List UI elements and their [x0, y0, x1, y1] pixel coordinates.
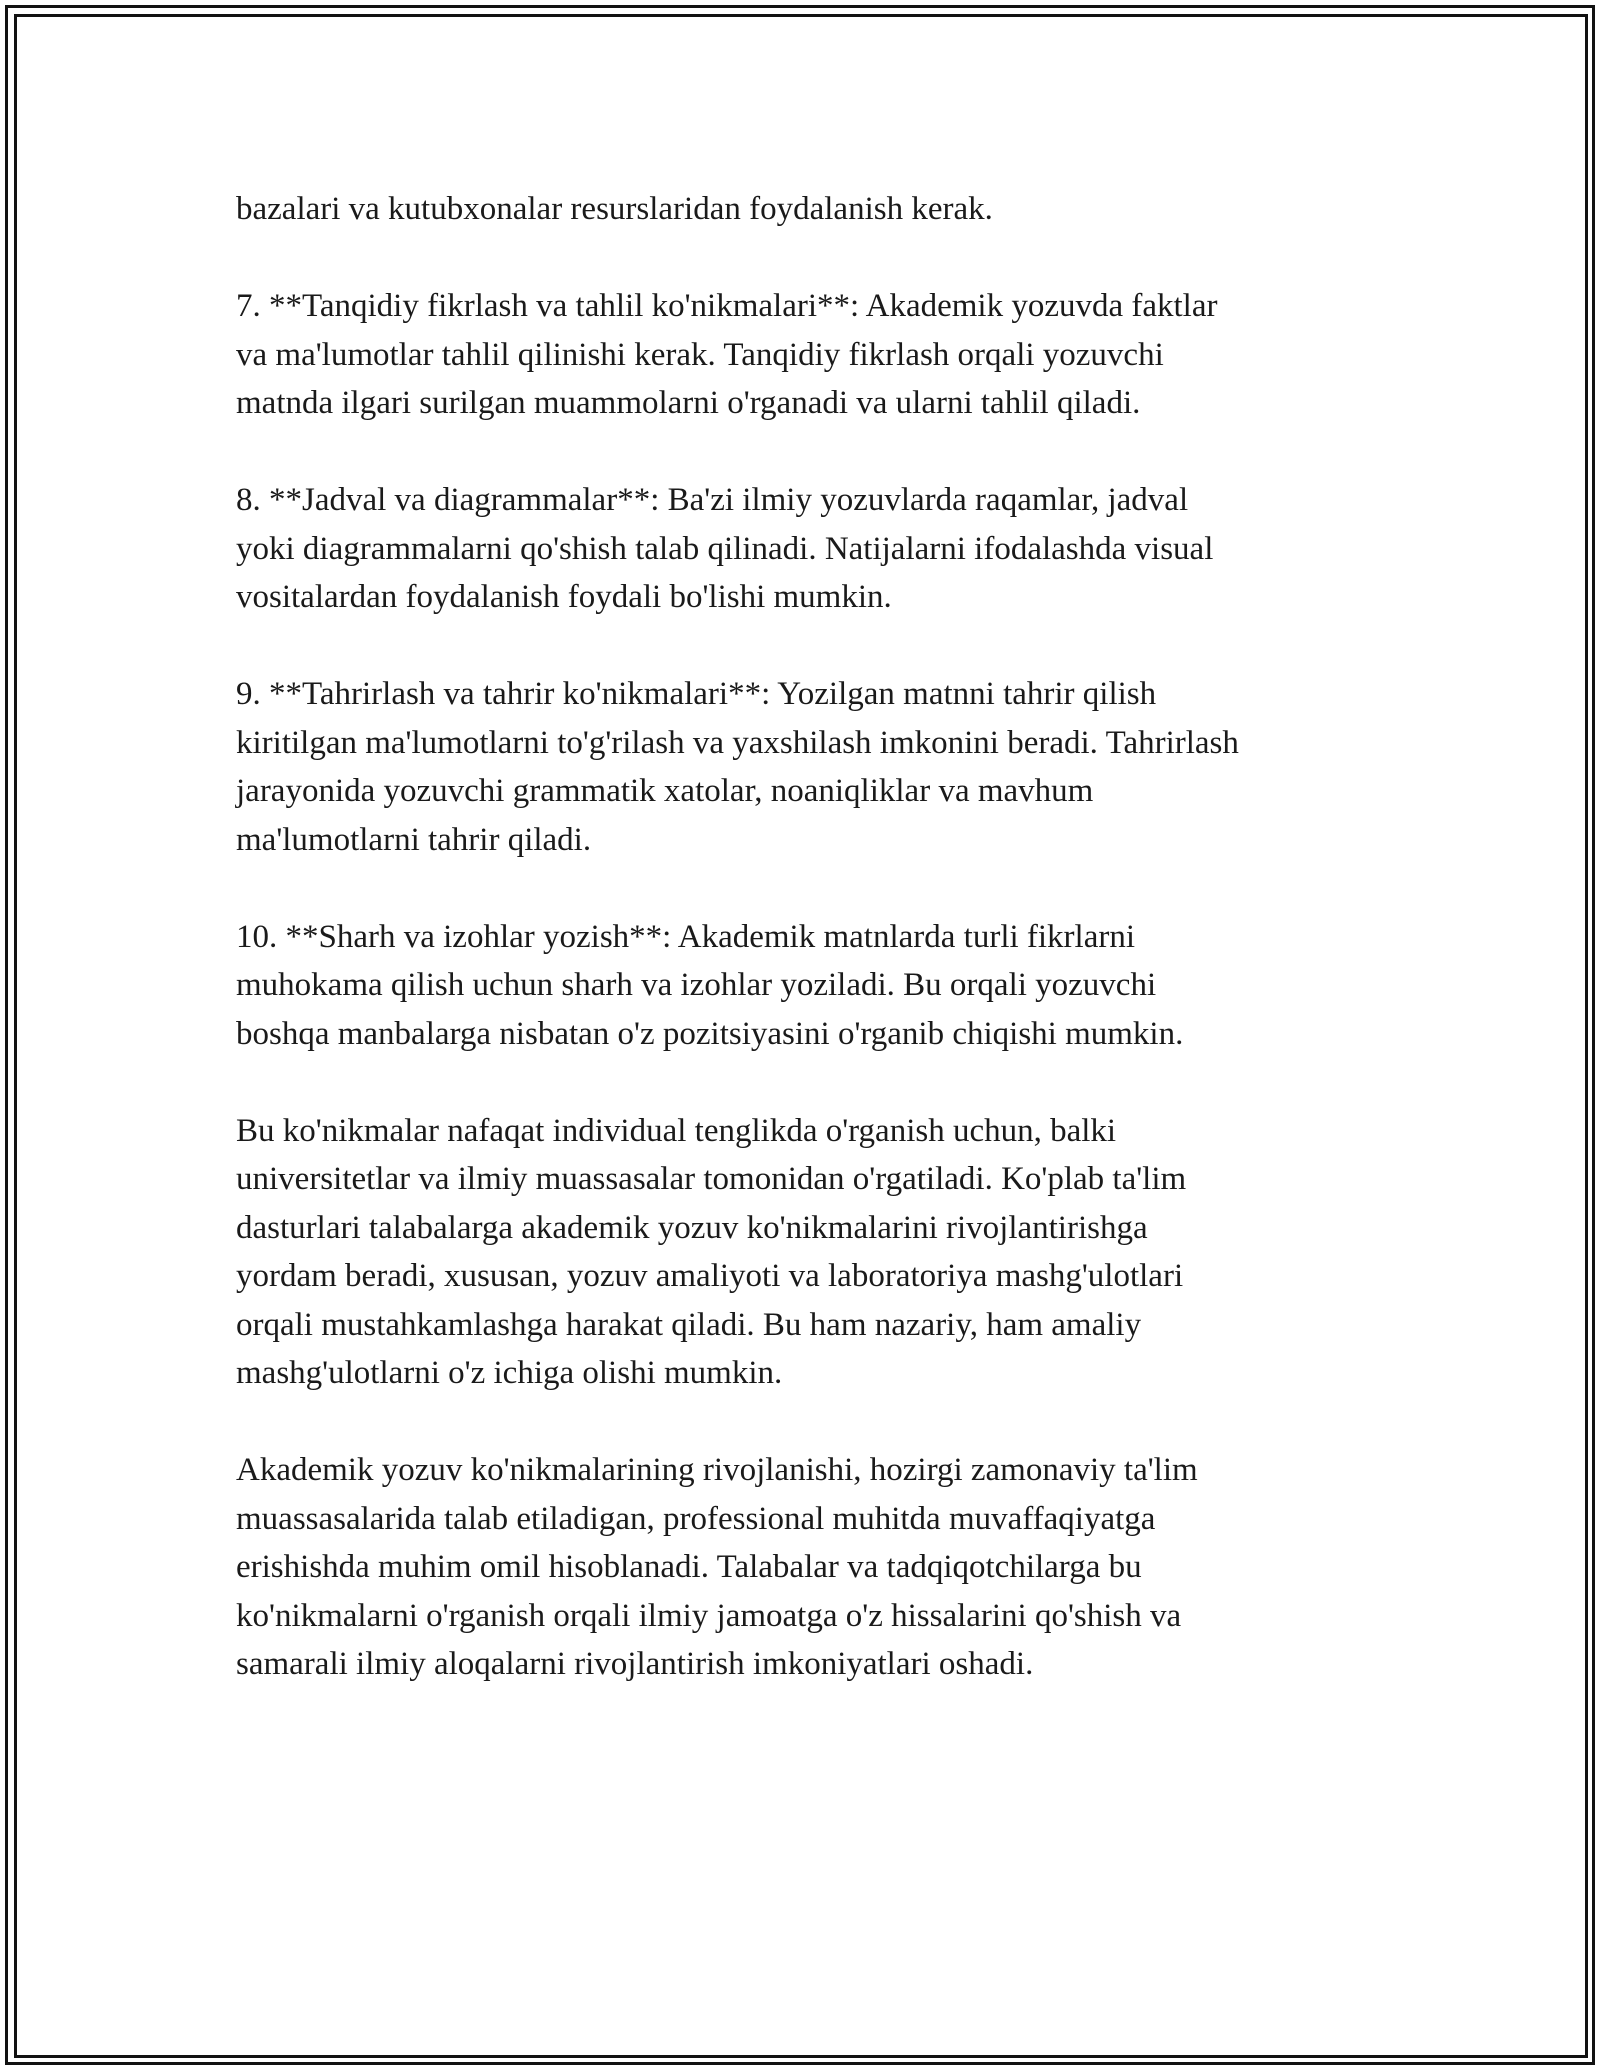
paragraph-item-9: 9. **Tahrirlash va tahrir ko'nikmalari**: Yozilgan matnni tahrir qilish kiritilgan ma'lumotlarni to'g'rilash va yaxshilash imkonini beradi. Tahrirlash jarayonida yozuvchi grammatik xatolar, noaniqliklar va mavhum ma'lumotlarni tahrir qiladi. — [236, 676, 1239, 858]
paragraph-item-7: 7. **Tanqidiy fikrlash va tahlil ko'nikmalari**: Akademik yozuvda faktlar va ma'lumotlar tahlil qilinishi kerak. Tanqidiy fikrlash orqali yozuvchi matnda ilgari surilgan muammolarni o'rganadi va ularni tahlil qiladi. — [236, 288, 1218, 421]
paragraph-continuation: bazalari va kutubxonalar resurslaridan foydalanish kerak. — [236, 191, 993, 227]
document-body — [236, 185, 1376, 1689]
paragraph-summary: Bu ko'nikmalar nafaqat individual tenglikda o'rganish uchun, balki universitetlar va ilmiy muassasalar tomonidan o'rgatiladi. Ko'plab ta'lim dasturlari talabalarga akademik yozuv ko'nikmalarini rivojlantirishga yordam beradi, xususan, yozuv amaliyoti va laboratoriya mashg'ulotlari orqali mustahkamlashga harakat qiladi. Bu ham nazariy, ham amaliy mashg'ulotlarni o'z ichiga olishi mumkin. — [236, 1112, 1187, 1391]
paragraph-item-10: 10. **Sharh va izohlar yozish**: Akademik matnlarda turli fikrlarni muhokama qilish uchun sharh va izohlar yoziladi. Bu orqali yozuvchi boshqa manbalarga nisbatan o'z pozitsiyasini o'rganib chiqishi mumkin. — [236, 918, 1184, 1052]
paragraph-conclusion: Akademik yozuv ko'nikmalarining rivojlanishi, hozirgi zamonaviy ta'lim muassasalarida talab etiladigan, professional muhitda muvaffaqiyatga erishishda muhim omil hisoblanadi. Talabalar va tadqiqotchilarga bu ko'nikmalarni o'rganish orqali ilmiy jamoatga o'z hissalarini qo'shish va samarali ilmiy aloqalarni rivojlantirish imkoniyatlari oshadi. — [236, 1452, 1198, 1682]
paragraph-item-8: 8. **Jadval va diagrammalar**: Ba'zi ilmiy yozuvlarda raqamlar, jadval yoki diagrammalarni qo'shish talab qilinadi. Natijalarni ifodalashda visual vositalardan foydalanish foydali bo'lishi mumkin. — [236, 482, 1214, 615]
